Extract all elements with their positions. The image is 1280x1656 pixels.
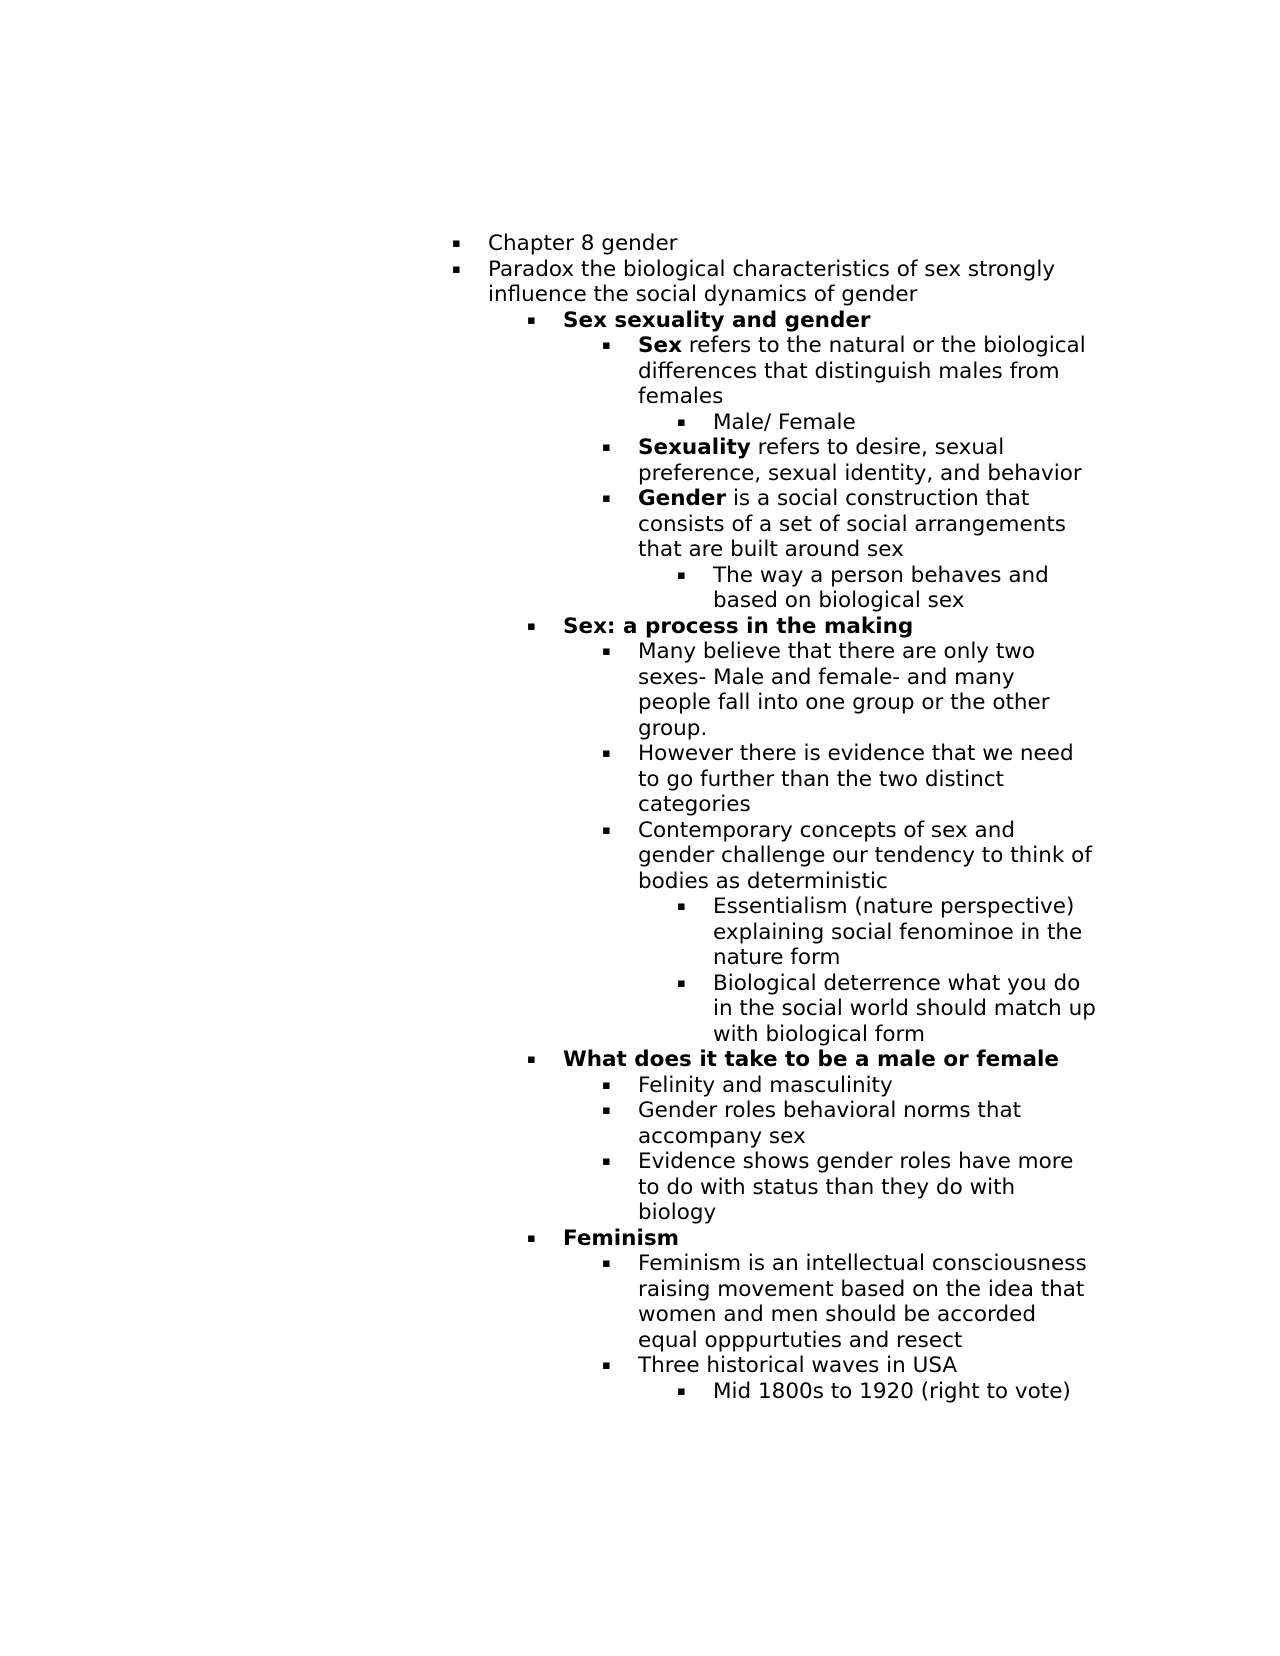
bullet-icon: ▪ (677, 899, 686, 914)
list-item (602, 1251, 1093, 1353)
section-heading (527, 1225, 1123, 1252)
list-item (602, 817, 1093, 895)
heading-text: Sex sexuality and gender (563, 307, 871, 333)
definition: is a social construction that consists of a set of social arrangements that are built around sex (638, 486, 1066, 562)
bullet-icon: ▪ (602, 338, 611, 353)
bullet-icon: ▪ (602, 1256, 611, 1271)
list-item (452, 231, 1088, 257)
bullet-icon: ▪ (602, 1077, 611, 1093)
bullet-icon: ▪ (527, 618, 536, 634)
heading-text: What does it take to be a male or female (563, 1047, 1060, 1072)
item-text: Many believe that there are only two sexes- Male and female- and many people fall into one group or the other group. (638, 639, 1050, 741)
item-text: Feminism is an intellectual consciousness raising movement based on the idea that women and men should be accorded equal opppurtuties and resect (638, 1251, 1087, 1353)
list-item (677, 1378, 1098, 1405)
list-item (602, 1072, 1093, 1099)
item-text: Evidence shows gender roles have more to do with status than they do with biology (638, 1149, 1074, 1225)
list-item (602, 741, 1093, 818)
list-item (602, 1098, 1093, 1149)
list-item (602, 1149, 1093, 1226)
item-text: However there is evidence that we need to go further than the two distinct categories (638, 741, 1074, 817)
list-item (602, 639, 1093, 741)
list-item (677, 409, 1098, 436)
bullet-icon: ▪ (527, 1230, 536, 1246)
list-item (677, 894, 1098, 971)
list-item (602, 333, 1093, 410)
bullet-icon: ▪ (602, 644, 611, 659)
bullet-icon: ▪ (602, 1154, 611, 1169)
definition: refers to desire, sexual preference, sexual identity, and behavior (638, 435, 1082, 486)
bullet-icon: ▪ (677, 567, 686, 583)
bullet-icon: ▪ (602, 746, 611, 761)
list-item (602, 1353, 1093, 1379)
bullet-icon: ▪ (677, 1383, 686, 1399)
item-text: Felinity and masculinity (638, 1072, 893, 1098)
bullet-icon: ▪ (527, 312, 536, 328)
bullet-icon: ▪ (602, 491, 611, 506)
heading-text: Sex: a process in the making (563, 613, 914, 639)
item-text: The way a person behaves and based on biological sex (713, 562, 1049, 613)
bullet-icon: ▪ (452, 236, 461, 251)
item-text: Biological deterrence what you do in the social world should match up with biological form (713, 970, 1096, 1047)
bullet-icon: ▪ (677, 975, 686, 991)
document-page (0, 231, 1280, 1404)
term: Sex (638, 333, 682, 358)
item-text: Paradox the biological characteristics of sex strongly influence the social dynamics of gender (488, 256, 1056, 307)
bullet-icon: ▪ (527, 1052, 536, 1067)
item-text: Male/ Female (713, 409, 856, 435)
item-text: Mid 1800s to 1920 (right to vote) (713, 1378, 1071, 1404)
item-text: Three historical waves in USA (638, 1353, 958, 1378)
section-heading (527, 613, 1123, 640)
bullet-icon: ▪ (602, 822, 611, 838)
bullet-icon: ▪ (602, 440, 611, 455)
list-item (602, 435, 1093, 486)
list-item (677, 562, 1098, 614)
item-text: Gender roles behavioral norms that accompany sex (638, 1098, 1022, 1149)
definition: refers to the natural or the biological differences that distinguish males from females (638, 333, 1086, 409)
bullet-icon: ▪ (452, 261, 461, 277)
bullet-icon: ▪ (602, 1358, 611, 1373)
term: Gender (638, 486, 727, 511)
heading-text: Feminism (563, 1225, 680, 1251)
list-item (677, 970, 1098, 1048)
section-heading (527, 307, 1123, 334)
bullet-icon: ▪ (677, 414, 686, 430)
item-text: Chapter 8 gender (488, 231, 678, 256)
bullet-icon: ▪ (602, 1103, 611, 1118)
list-item (452, 256, 1088, 308)
list-item (602, 486, 1093, 563)
item-text: Essentialism (nature perspective) explaining social fenominoe in the nature form (713, 894, 1083, 970)
section-heading (527, 1047, 1123, 1073)
term: Sexuality (638, 435, 751, 460)
item-text: Contemporary concepts of sex and gender challenge our tendency to think of bodies as deterministic (638, 817, 1092, 894)
